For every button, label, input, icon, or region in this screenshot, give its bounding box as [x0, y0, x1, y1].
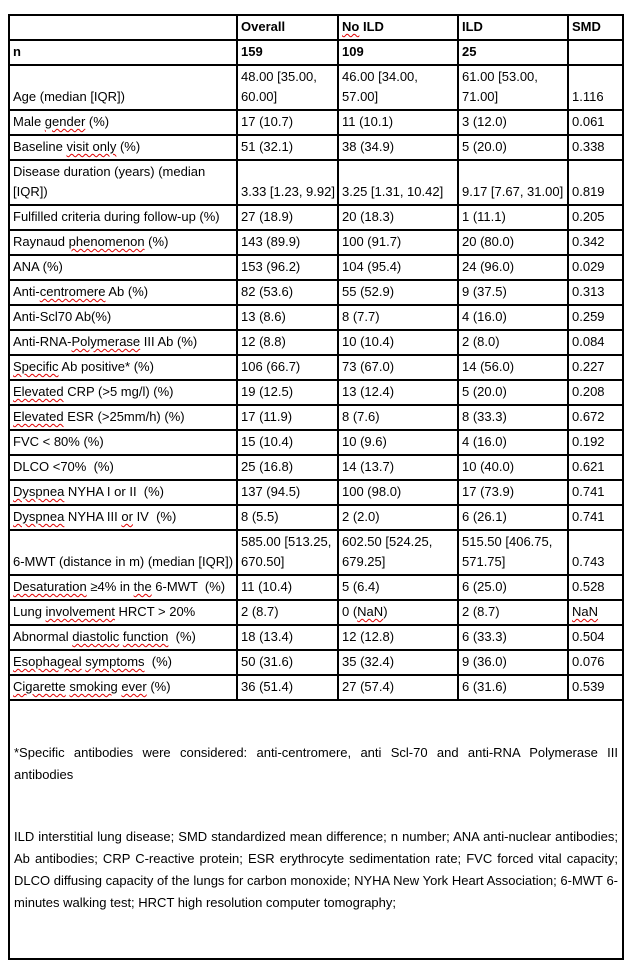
table-row — [9, 675, 623, 700]
cell: 61.00 [53.00, 71.00] — [458, 65, 568, 110]
cell: 4 (16.0) — [458, 430, 568, 455]
spellcheck-underline: Elevated — [13, 384, 64, 399]
column-header-1: Overall — [237, 15, 338, 40]
cell: 0.819 — [568, 160, 623, 205]
column-header-4: SMD — [568, 15, 623, 40]
cell: 585.00 [513.25, 670.50] — [237, 530, 338, 575]
baseline-characteristics-table — [8, 14, 624, 960]
row-label: Lung involvement HRCT > 20% — [9, 600, 237, 625]
row-label: Fulfilled criteria during follow-up (%) — [9, 205, 237, 230]
spellcheck-underline: Cigarette — [13, 679, 66, 694]
cell: 3.25 [1.31, 10.42] — [338, 160, 458, 205]
cell: 8 (7.7) — [338, 305, 458, 330]
table-row — [9, 40, 623, 65]
cell: 159 — [237, 40, 338, 65]
row-label: Age (median [IQR]) — [9, 65, 237, 110]
cell: 6 (25.0) — [458, 575, 568, 600]
cell: 0.208 — [568, 380, 623, 405]
cell: 0.621 — [568, 455, 623, 480]
row-label: FVC < 80% (%) — [9, 430, 237, 455]
cell: 14 (13.7) — [338, 455, 458, 480]
cell: 0.528 — [568, 575, 623, 600]
table-row — [9, 530, 623, 575]
row-label: Anti-Scl70 Ab(%) — [9, 305, 237, 330]
cell: 109 — [338, 40, 458, 65]
row-label: Elevated CRP (>5 mg/l) (%) — [9, 380, 237, 405]
cell: 35 (32.4) — [338, 650, 458, 675]
cell: 143 (89.9) — [237, 230, 338, 255]
row-label: Male gender (%) — [9, 110, 237, 135]
cell: 36 (51.4) — [237, 675, 338, 700]
cell: 24 (96.0) — [458, 255, 568, 280]
cell: 515.50 [406.75, 571.75] — [458, 530, 568, 575]
cell: 0.076 — [568, 650, 623, 675]
footnote-abbreviations: ILD interstitial lung disease; SMD standardized mean difference; n number; ANA anti-nuclear antibodies; Ab antibodies; CRP C-reactive protein; ESR erythrocyte sedimentation rate; FVC forced vital capacity; DLCO diffusing capacity of the lungs for carbon monoxide; NYHA New York Heart Association; 6-MWT 6-minutes walking test; HRCT high resolution computer tomography; — [14, 829, 618, 910]
cell: 0.342 — [568, 230, 623, 255]
row-label: 6-MWT (distance in m) (median [IQR]) — [9, 530, 237, 575]
cell: 5 (20.0) — [458, 135, 568, 160]
cell: 0.338 — [568, 135, 623, 160]
cell: 0.504 — [568, 625, 623, 650]
table-row — [9, 380, 623, 405]
row-label: DLCO <70% (%) — [9, 455, 237, 480]
spellcheck-underline: or — [121, 509, 133, 524]
row-label: Baseline visit only (%) — [9, 135, 237, 160]
cell: 5 (20.0) — [458, 380, 568, 405]
table-footnotes — [9, 700, 623, 959]
cell: 2 (8.0) — [458, 330, 568, 355]
table-row — [9, 305, 623, 330]
table-row — [9, 65, 623, 110]
cell: 6 (33.3) — [458, 625, 568, 650]
cell: 10 (9.6) — [338, 430, 458, 455]
column-header-3: ILD — [458, 15, 568, 40]
spellcheck-underline: Dyspnea — [13, 484, 65, 499]
cell — [568, 600, 623, 625]
cell: 17 (11.9) — [237, 405, 338, 430]
cell: 55 (52.9) — [338, 280, 458, 305]
cell: 0.205 — [568, 205, 623, 230]
row-label: n — [9, 40, 237, 65]
cell: 19 (12.5) — [237, 380, 338, 405]
cell: 2 (8.7) — [458, 600, 568, 625]
row-label: Raynaud phenomenon (%) — [9, 230, 237, 255]
table-row — [9, 255, 623, 280]
cell: 5 (6.4) — [338, 575, 458, 600]
header-row — [9, 15, 623, 40]
cell: 46.00 [34.00, 57.00] — [338, 65, 458, 110]
cell: 602.50 [524.25, 679.25] — [338, 530, 458, 575]
cell: 13 (12.4) — [338, 380, 458, 405]
cell: 3.33 [1.23, 9.92] — [237, 160, 338, 205]
cell: 0.192 — [568, 430, 623, 455]
spellcheck-underline: Esophageal — [13, 654, 82, 669]
spellcheck-underline: visit only — [66, 139, 117, 154]
cell: 9 (36.0) — [458, 650, 568, 675]
column-header-2: No ILD — [338, 15, 458, 40]
cell: 11 (10.4) — [237, 575, 338, 600]
table-row — [9, 480, 623, 505]
cell: 15 (10.4) — [237, 430, 338, 455]
table-row — [9, 160, 623, 205]
cell: 9.17 [7.67, 31.00] — [458, 160, 568, 205]
table-row — [9, 355, 623, 380]
table-row — [9, 650, 623, 675]
row-label: Dyspnea NYHA I or II (%) — [9, 480, 237, 505]
cell: 50 (31.6) — [237, 650, 338, 675]
table-row — [9, 575, 623, 600]
spellcheck-underline: Elevated — [13, 409, 64, 424]
cell: 3 (12.0) — [458, 110, 568, 135]
table-row — [9, 505, 623, 530]
spellcheck-underline: Polymerase — [71, 334, 141, 349]
cell: 0.741 — [568, 505, 623, 530]
cell: 12 (8.8) — [237, 330, 338, 355]
spellcheck-underline: Specific — [13, 359, 59, 374]
cell: 2 (2.0) — [338, 505, 458, 530]
row-label: ANA (%) — [9, 255, 237, 280]
cell: 27 (18.9) — [237, 205, 338, 230]
cell: 137 (94.5) — [237, 480, 338, 505]
cell: 8 (33.3) — [458, 405, 568, 430]
cell: 25 (16.8) — [237, 455, 338, 480]
table-row — [9, 280, 623, 305]
cell: 2 (8.7) — [237, 600, 338, 625]
cell: 0.741 — [568, 480, 623, 505]
spellcheck-underline: Desaturation — [13, 579, 87, 594]
cell: 10 (10.4) — [338, 330, 458, 355]
cell: 153 (96.2) — [237, 255, 338, 280]
cell: 104 (95.4) — [338, 255, 458, 280]
table-row — [9, 110, 623, 135]
row-label: Desaturation ≥4% in the 6-MWT (%) — [9, 575, 237, 600]
spellcheck-underline: function — [122, 629, 169, 644]
cell: 82 (53.6) — [237, 280, 338, 305]
cell: 4 (16.0) — [458, 305, 568, 330]
table-row — [9, 230, 623, 255]
table-row — [9, 135, 623, 160]
cell: 1.116 — [568, 65, 623, 110]
cell: 0.539 — [568, 675, 623, 700]
spellcheck-underline: diastolic — [72, 629, 120, 644]
cell: 100 (91.7) — [338, 230, 458, 255]
cell: 6 (31.6) — [458, 675, 568, 700]
footnote-specific-antibodies: *Specific antibodies were considered: anti-centromere, anti Scl-70 and anti-RNA Polymerase III antibodies — [14, 745, 618, 782]
cell: 38 (34.9) — [338, 135, 458, 160]
cell: 0.259 — [568, 305, 623, 330]
row-label: Abnormal diastolic function (%) — [9, 625, 237, 650]
cell: 8 (7.6) — [338, 405, 458, 430]
cell: 0.313 — [568, 280, 623, 305]
cell: 0.743 — [568, 530, 623, 575]
cell: 0.672 — [568, 405, 623, 430]
cell: 25 — [458, 40, 568, 65]
column-header-0 — [9, 15, 237, 40]
spellcheck-underline: No — [342, 19, 360, 34]
table-row — [9, 405, 623, 430]
row-label: Dyspnea NYHA III or IV (%) — [9, 505, 237, 530]
spellcheck-underline: phenomenon — [68, 234, 145, 249]
cell: 0.227 — [568, 355, 623, 380]
row-label: Esophageal symptoms (%) — [9, 650, 237, 675]
cell: 17 (10.7) — [237, 110, 338, 135]
cell: 73 (67.0) — [338, 355, 458, 380]
table-row — [9, 455, 623, 480]
cell: 18 (13.4) — [237, 625, 338, 650]
cell: 20 (18.3) — [338, 205, 458, 230]
cell: 13 (8.6) — [237, 305, 338, 330]
cell: 51 (32.1) — [237, 135, 338, 160]
cell: 0 (NaN) — [338, 600, 458, 625]
table-header — [9, 15, 623, 40]
cell: 0.084 — [568, 330, 623, 355]
row-label: Specific Ab positive* (%) — [9, 355, 237, 380]
row-label: Elevated ESR (>25mm/h) (%) — [9, 405, 237, 430]
cell: 100 (98.0) — [338, 480, 458, 505]
row-label: Disease duration (years) (median [IQR]) — [9, 160, 237, 205]
cell: 8 (5.5) — [237, 505, 338, 530]
cell: 0.061 — [568, 110, 623, 135]
spellcheck-underline: involvement — [45, 604, 115, 619]
spellcheck-underline: centromere — [39, 284, 106, 299]
cell: 10 (40.0) — [458, 455, 568, 480]
spellcheck-underline: smoking — [69, 679, 118, 694]
cell: 106 (66.7) — [237, 355, 338, 380]
cell: 11 (10.1) — [338, 110, 458, 135]
cell: 0.029 — [568, 255, 623, 280]
row-label: Anti-RNA-Polymerase III Ab (%) — [9, 330, 237, 355]
table-footer — [9, 700, 623, 959]
cell: 6 (26.1) — [458, 505, 568, 530]
table-row — [9, 625, 623, 650]
table-row — [9, 205, 623, 230]
cell: 27 (57.4) — [338, 675, 458, 700]
spellcheck-underline: gender — [44, 114, 86, 129]
table-row — [9, 430, 623, 455]
cell: 20 (80.0) — [458, 230, 568, 255]
cell: 12 (12.8) — [338, 625, 458, 650]
row-label: Cigarette smoking ever (%) — [9, 675, 237, 700]
cell — [568, 40, 623, 65]
table-body — [9, 40, 623, 700]
footnote-row — [9, 700, 623, 959]
cell: 14 (56.0) — [458, 355, 568, 380]
cell: 17 (73.9) — [458, 480, 568, 505]
spellcheck-underline: the — [133, 579, 152, 594]
cell: 48.00 [35.00, 60.00] — [237, 65, 338, 110]
row-label: Anti-centromere Ab (%) — [9, 280, 237, 305]
table-row — [9, 330, 623, 355]
spellcheck-underline: ever — [121, 679, 147, 694]
cell: 9 (37.5) — [458, 280, 568, 305]
spellcheck-underline: NaN — [357, 604, 384, 619]
spellcheck-underline: Dyspnea — [13, 509, 65, 524]
spellcheck-underline: NaN — [572, 604, 599, 619]
spellcheck-underline: symptoms — [85, 654, 145, 669]
cell: 1 (11.1) — [458, 205, 568, 230]
table-row — [9, 600, 623, 625]
